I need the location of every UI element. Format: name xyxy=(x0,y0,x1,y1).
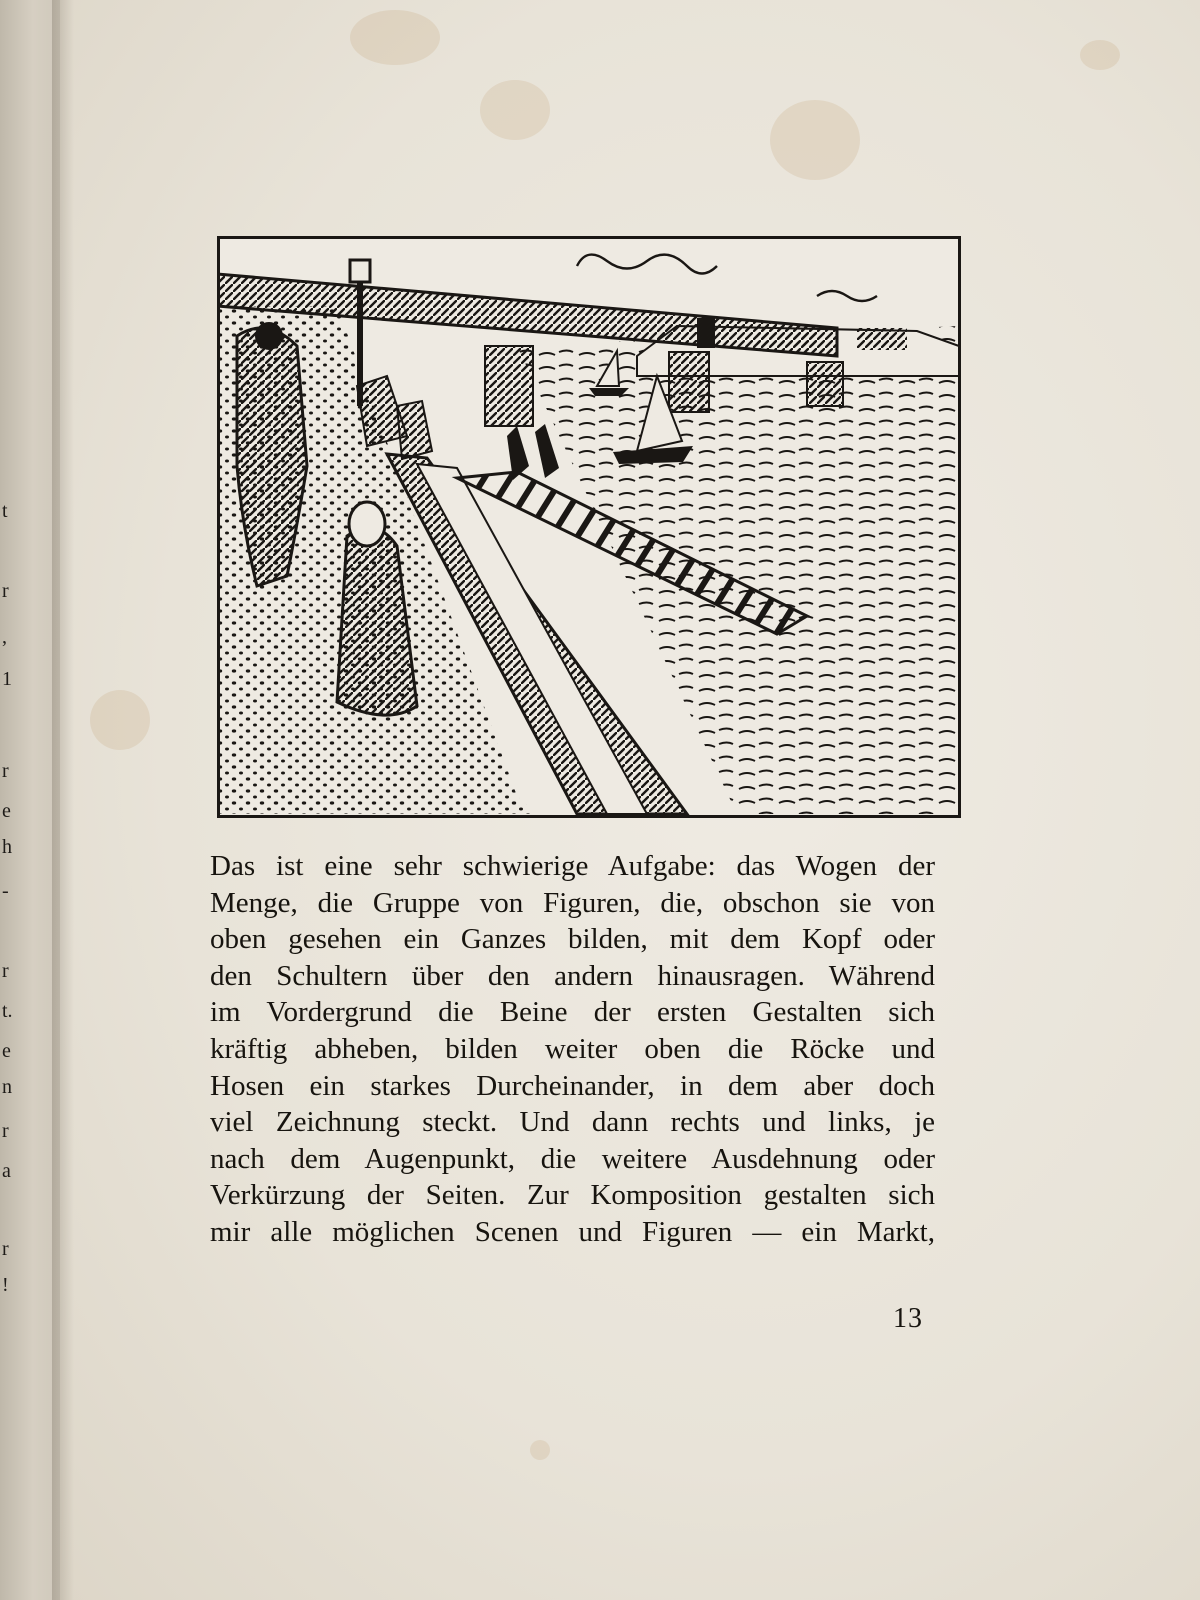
fragment: e xyxy=(2,1040,11,1062)
text-line: den Schultern über den andern hinausragen. Während xyxy=(210,959,935,992)
previous-page-edge xyxy=(0,0,60,1600)
foxing-stain xyxy=(770,100,860,180)
fragment: r xyxy=(2,580,9,602)
fragment: r xyxy=(2,760,9,782)
bridge-illustration xyxy=(217,236,961,818)
fragment: , xyxy=(2,626,7,648)
text-line: Das ist eine sehr schwierige Aufgabe: das Wogen der xyxy=(210,850,935,882)
text-line: oben gesehen ein Ganzes bilden, mit dem Kopf oder xyxy=(210,923,935,956)
foxing-stain xyxy=(90,690,150,750)
text-line: im Vordergrund die Beine der ersten Gestalten sich xyxy=(210,996,935,1029)
fragment: t xyxy=(2,500,8,522)
text-line: Hosen ein starkes Durcheinander, in dem aber doch xyxy=(210,1069,935,1102)
text-line: Verkürzung der Seiten. Zur Komposition gestalten sich xyxy=(210,1179,935,1212)
fragment: t. xyxy=(2,1000,13,1022)
foxing-stain xyxy=(350,10,440,65)
fragment: a xyxy=(2,1160,11,1182)
foxing-stain xyxy=(480,80,550,140)
fragment: ! xyxy=(2,1274,9,1296)
text-line: viel Zeichnung steckt. Und dann rechts und links, je xyxy=(210,1106,935,1139)
book-gutter-shadow xyxy=(52,0,74,1600)
text-line: kräftig abheben, bilden weiter oben die Röcke und xyxy=(210,1032,935,1065)
fragment: 1 xyxy=(2,668,12,690)
fragment: - xyxy=(2,880,9,902)
fragment: h xyxy=(2,836,12,858)
text-line: nach dem Augenpunkt, die weitere Ausdehnung oder xyxy=(210,1142,935,1175)
previous-page-text-fragments xyxy=(2,0,16,1600)
fragment: e xyxy=(2,800,11,822)
body-paragraph xyxy=(210,848,935,1251)
text-line: mir alle möglichen Scenen und Figuren — ein Markt, xyxy=(210,1215,935,1248)
foxing-stain xyxy=(1080,40,1120,70)
fragment: n xyxy=(2,1076,12,1098)
fragment: r xyxy=(2,1238,9,1260)
page-number: 13 xyxy=(893,1303,923,1334)
fragment: r xyxy=(2,960,9,982)
woodcut-bridge-scene xyxy=(217,236,961,818)
fragment: r xyxy=(2,1120,9,1142)
text-line: Menge, die Gruppe von Figuren, die, obschon sie von xyxy=(210,886,935,919)
foxing-stain xyxy=(530,1440,550,1460)
